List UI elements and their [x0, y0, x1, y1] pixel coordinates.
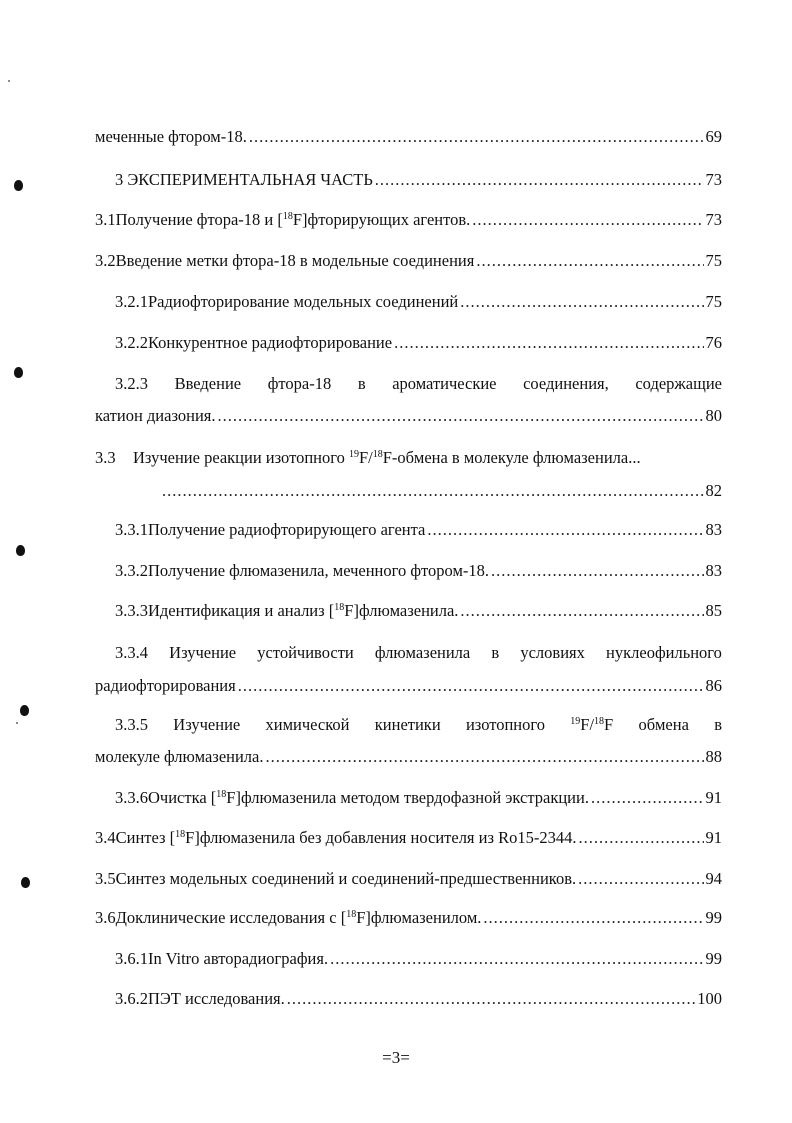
toc-section-number: 3.2.2 — [115, 333, 148, 352]
toc-leader-dots — [330, 947, 703, 971]
toc-section-number: 3.3.4 — [115, 643, 148, 662]
toc-entry — [95, 745, 722, 769]
toc-leader-dots — [483, 906, 703, 930]
toc-entry-title: Получение радиофторирующего агента — [148, 520, 426, 539]
toc-page-number: 73 — [705, 210, 722, 229]
toc-entry — [115, 331, 722, 355]
toc-leader-dots — [287, 987, 696, 1011]
toc-entry-title: Получение флюмазенила, меченного фтором-18. — [148, 561, 490, 580]
toc-entry — [115, 786, 722, 810]
toc-leader-dots — [591, 786, 704, 810]
toc-page-number: 73 — [705, 170, 722, 189]
scan-speck — [16, 722, 18, 724]
toc-entry-title: радиофторирования — [95, 676, 236, 695]
toc-leader-dots — [249, 125, 704, 149]
toc-entry — [95, 906, 722, 930]
toc-entry — [160, 479, 722, 503]
toc-entry — [95, 208, 722, 232]
toc-entry — [95, 867, 722, 891]
toc-entry — [95, 249, 722, 273]
toc-entry-title: ПЭТ исследования. — [148, 989, 285, 1008]
toc-entry — [115, 518, 722, 542]
toc-entry-title: Введение метки фтора-18 в модельные соединения — [115, 251, 475, 270]
toc-entry-title: In Vitro авторадиография. — [148, 949, 329, 968]
toc-entry — [115, 599, 722, 623]
toc-entry-title: Получение фтора-18 и [$^{18}$F]фторирующих агентов. — [115, 210, 471, 229]
toc-entry-title: Конкурентное радиофторирование — [148, 333, 393, 352]
toc-page-number: 94 — [705, 869, 722, 888]
toc-entry-title: меченные фтором-18. — [95, 127, 247, 146]
toc-entry — [95, 674, 722, 698]
toc-section-number: 3.3 — [95, 448, 116, 467]
toc-leader-dots — [472, 208, 703, 232]
toc-page-number: 88 — [705, 747, 722, 766]
toc-entry — [95, 404, 722, 428]
toc-page-number: 76 — [705, 333, 722, 352]
toc-entry-title: Идентификация и анализ [$^{18}$F]флюмазенила. — [148, 601, 459, 620]
toc-section-number: 3.5 — [95, 869, 116, 888]
toc-entry — [115, 987, 722, 1011]
toc-entry — [115, 290, 722, 314]
toc-entry-title: катион диазония. — [95, 406, 216, 425]
toc-leader-dots — [394, 331, 703, 355]
toc-entry-title: Синтез модельных соединений и соединений-предшественников. — [115, 869, 577, 888]
toc-leader-dots — [476, 249, 703, 273]
toc-page-number: 86 — [705, 676, 722, 695]
toc-section-number: 3.1 — [95, 210, 116, 229]
toc-page-number: 80 — [705, 406, 722, 425]
toc-entry — [115, 168, 722, 192]
binding-hole-mark — [20, 705, 29, 716]
toc-page-number: 100 — [697, 989, 722, 1008]
page-number-footer: =3= — [382, 1048, 410, 1067]
binding-hole-mark — [21, 877, 30, 888]
toc-page-number: 75 — [705, 251, 722, 270]
toc-entry-title: Очистка [$^{18}$F]флюмазенила методом твердофазной экстракции. — [148, 788, 589, 807]
toc-entry-title: Доклинические исследования с [$^{18}$F]флюмазенилом. — [115, 908, 482, 927]
toc-entry — [95, 826, 722, 850]
toc-section-number: 3.2 — [95, 251, 116, 270]
toc-entry-title: Синтез [$^{18}$F]флюмазенила без добавления носителя из Ro15-2344. — [115, 828, 577, 847]
binding-hole-mark — [16, 545, 25, 556]
toc-entry — [95, 125, 722, 149]
toc-section-number: 3.3.6 — [115, 788, 148, 807]
toc-page-number: 99 — [705, 908, 722, 927]
binding-hole-mark — [14, 180, 23, 191]
toc-section-number: 3.6.1 — [115, 949, 148, 968]
toc-page-number: 69 — [705, 127, 722, 146]
toc-entry-title: молекуле флюмазенила. — [95, 747, 264, 766]
toc-section-number: 3.6 — [95, 908, 116, 927]
toc-entry — [115, 947, 722, 971]
toc-entry-title: 3 ЭКСПЕРИМЕНТАЛЬНАЯ ЧАСТЬ — [115, 170, 373, 189]
toc-page-number: 83 — [705, 520, 722, 539]
toc-entry — [115, 559, 722, 583]
toc-section-number: 3.2.3 — [115, 374, 148, 393]
toc-leader-dots — [460, 599, 703, 623]
toc-section-number: 3.3.2 — [115, 561, 148, 580]
toc-page-number: 83 — [705, 561, 722, 580]
toc-leader-dots — [491, 559, 703, 583]
toc-leader-dots — [162, 479, 704, 503]
toc-leader-dots — [578, 867, 703, 891]
toc-entry-first-line: 3.3.4 Изучение устойчивости флюмазенила в условиях нуклеофильного — [115, 641, 722, 665]
toc-section-number: 3.6.2 — [115, 989, 148, 1008]
toc-section-number: 3.3.5 — [115, 715, 148, 734]
toc-leader-dots — [460, 290, 703, 314]
toc-section-number: 3.3.1 — [115, 520, 148, 539]
toc-leader-dots — [579, 826, 704, 850]
toc-page-number: 91 — [705, 788, 722, 807]
toc-leader-dots — [238, 674, 704, 698]
toc-entry-title: Радиофторирование модельных соединений — [148, 292, 459, 311]
toc-entry-first-line — [95, 446, 735, 470]
toc-leader-dots — [375, 168, 704, 192]
toc-page-number: 91 — [705, 828, 722, 847]
toc-page-number: 82 — [705, 481, 722, 500]
toc-section-number: 3.4 — [95, 828, 116, 847]
toc-page-number: 75 — [705, 292, 722, 311]
toc-section-number: 3.3.3 — [115, 601, 148, 620]
scan-speck — [8, 80, 10, 82]
binding-hole-mark — [14, 367, 23, 378]
toc-leader-dots — [427, 518, 703, 542]
toc-section-number: 3.2.1 — [115, 292, 148, 311]
toc-page-number: 99 — [705, 949, 722, 968]
toc-entry-first-line: 3.2.3 Введение фтора-18 в ароматические соединения, содержащие — [115, 372, 722, 396]
toc-leader-dots — [265, 745, 703, 769]
toc-entry-title: Изучение реакции изотопного $^{19}$F/$^{18}$F-обмена в молекуле флюмазенила... — [133, 448, 641, 467]
toc-page-number: 85 — [705, 601, 722, 620]
toc-entry-first-line: 3.3.5 Изучение химической кинетики изотопного $^{19}$F/$^{18}$F обмена в — [115, 713, 722, 737]
toc-leader-dots — [218, 404, 704, 428]
